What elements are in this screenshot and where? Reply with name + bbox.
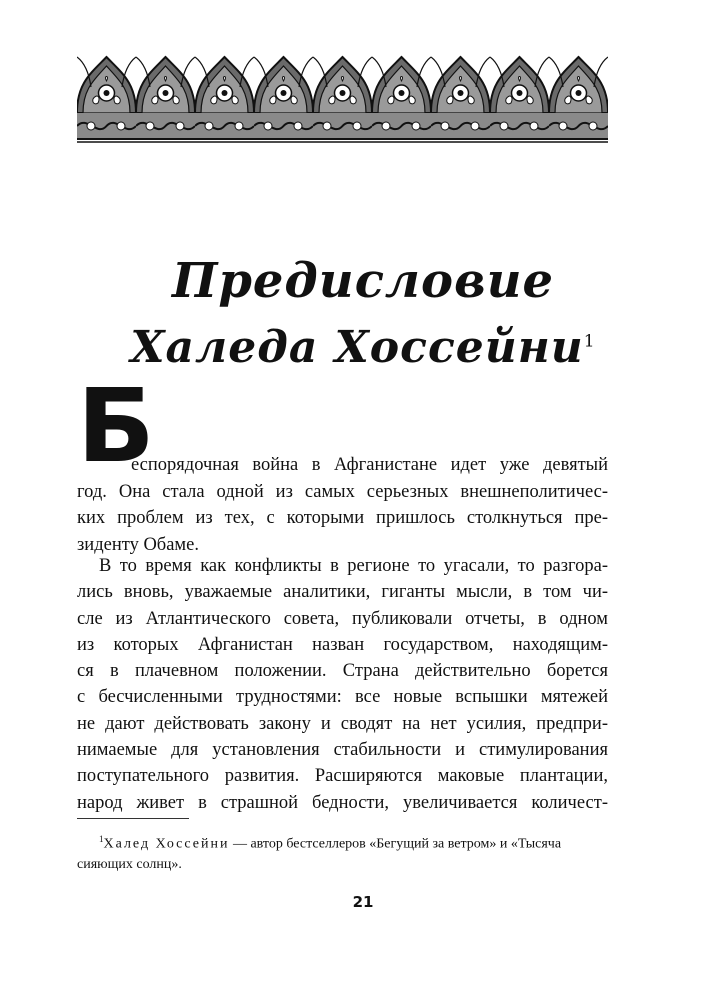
text-line: с бесчисленными трудностями: все новые вспышки мятежей xyxy=(77,687,608,708)
footnote-line-1 xyxy=(77,829,608,855)
drop-cap: Б xyxy=(77,367,155,486)
page-number: 21 xyxy=(352,893,374,911)
paragraph-1 xyxy=(77,479,608,558)
footnote-line-2: сияющих солнц». xyxy=(77,856,182,872)
footnote-number: 1 xyxy=(99,834,104,844)
paragraph-1-line-1: еспорядочная война в Афганистане идет уже девятый xyxy=(131,455,608,475)
text-line: ся в плачевном положении. Страна действительно борется xyxy=(77,661,608,682)
ornamental-header-border xyxy=(77,53,608,143)
paragraph-2 xyxy=(77,553,608,816)
chapter-title-line-1: Предисловие xyxy=(171,253,555,309)
text-line: не дают действовать закону и сводят на нет усилия, предпри- xyxy=(77,713,608,734)
text-line: из которых Афганистан назван государством, находящим- xyxy=(77,634,608,655)
text-line: ких проблем из тех, с которыми пришлось столкнуться пре- xyxy=(77,508,608,529)
text-line: год. Она стала одной из самых серьезных внешнеполитичес- xyxy=(77,482,608,502)
text-line: поступательного развития. Расширяются маковые плантации, xyxy=(77,766,608,787)
footnote-divider xyxy=(77,818,189,819)
footnote-reference: 1 xyxy=(583,331,596,352)
footnote xyxy=(77,829,608,875)
text-line: народ живет в страшной бедности, увеличивается количест- xyxy=(77,792,608,813)
text-line: лись вновь, уважаемые аналитики, гиганты мысли, в том чи- xyxy=(77,582,608,603)
text-line: нимаемые для установления стабильности и стимулирования xyxy=(77,740,608,761)
footnote-author-name: Халед Хоссейни xyxy=(103,836,230,852)
text-line: В то время как конфликты в регионе то угасали, то разгора- xyxy=(99,556,608,576)
text-line: зиденту Обаме. xyxy=(77,534,199,555)
footnote-text: — автор бестселлеров «Бегущий за ветром» и «Тысяча xyxy=(229,836,562,852)
text-line: сле из Атлантического совета, публиковали отчеты, в одном xyxy=(77,608,608,629)
chapter-title-line-2: Халеда Хоссейни$^1$ xyxy=(130,322,596,373)
